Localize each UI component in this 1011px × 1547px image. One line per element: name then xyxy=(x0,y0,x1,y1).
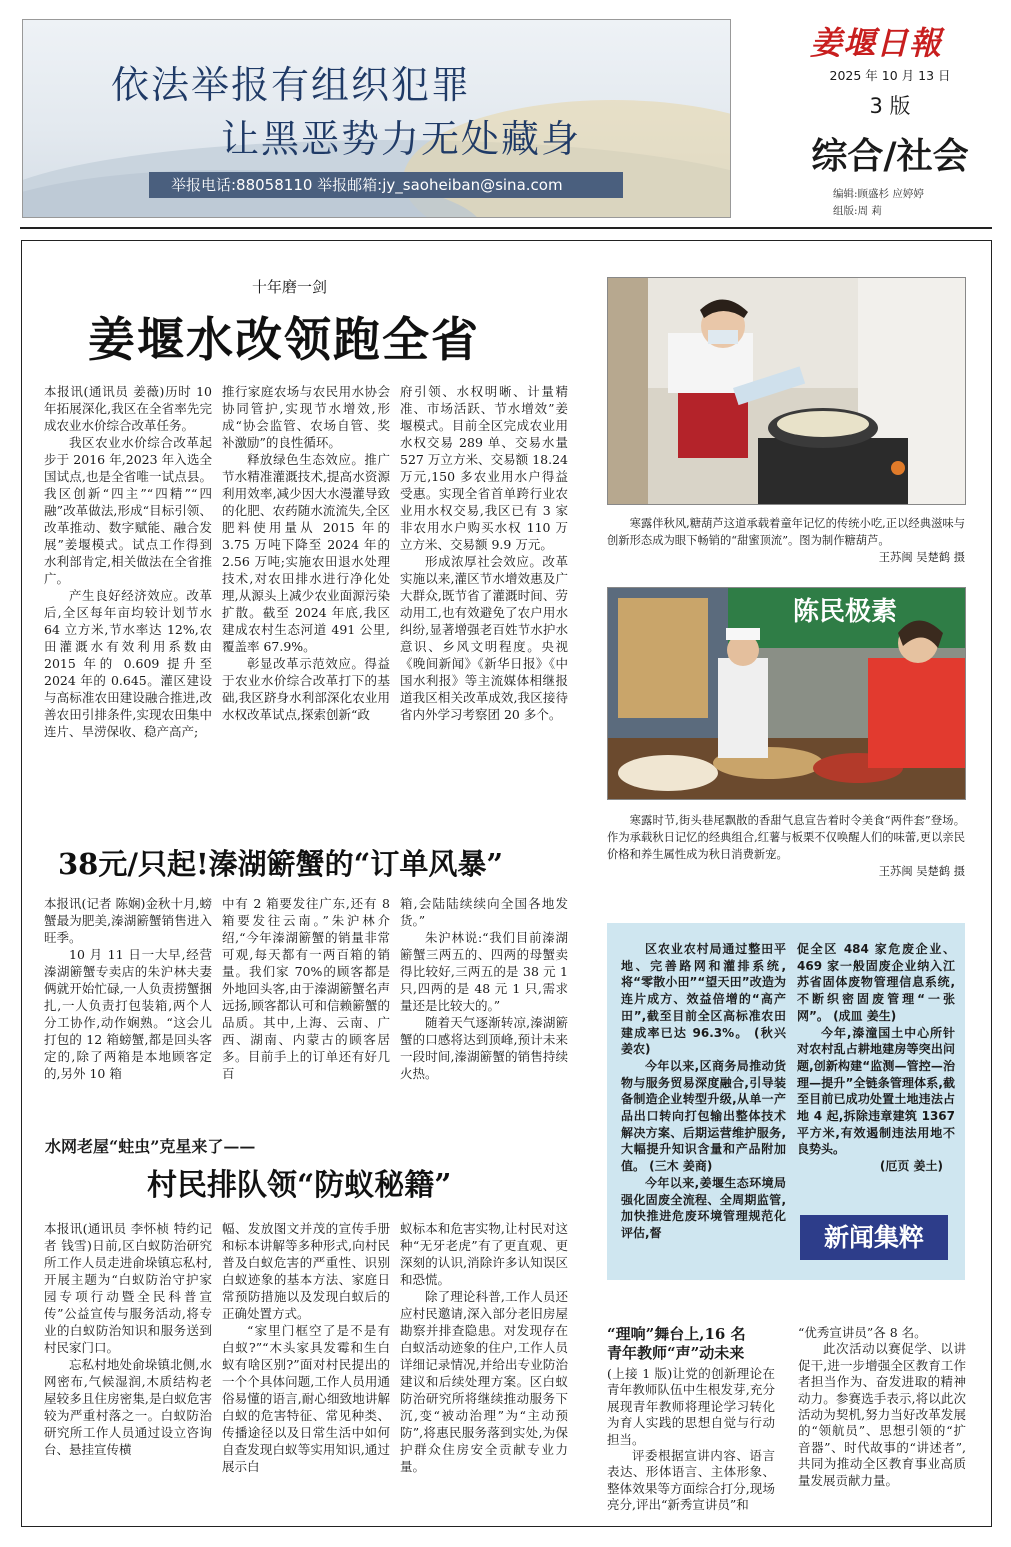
article3-headline: 村民排队领“防蚁秘籍” xyxy=(147,1168,452,1203)
news-digest-column-2 xyxy=(797,941,955,1211)
article2-column-1 xyxy=(44,895,212,1103)
banner-contact-bar: 举报电话:88058110 举报邮箱:jy_saoheiban@sina.com xyxy=(149,172,623,198)
news-item-credit: (厄页 姜土) xyxy=(879,1159,943,1174)
editor-credit: 编辑:顾盛杉 应婷婷 xyxy=(833,188,924,200)
paragraph: 本报讯(记者 陈娴)金秋十月,螃蟹最为肥美,溱湖簖蟹销售进入旺季。 xyxy=(44,896,212,945)
caption-text: 寒露伴秋风,糖葫芦这道承载着童年记忆的传统小吃,正以经典滋味与创新形态成为眼下畅销的“甜蜜顶流”。图为制作糖葫芦。 xyxy=(607,517,965,547)
photo2-caption xyxy=(607,812,965,880)
article1-column-1 xyxy=(44,383,212,794)
headline-line: “理响”舞台上,16 名 xyxy=(607,1325,746,1343)
headline-line: 青年教师“声”动未来 xyxy=(607,1344,745,1362)
issue-date: 2025 年 10 月 13 日 xyxy=(829,68,951,83)
anti-crime-banner xyxy=(22,19,731,218)
photo-chestnut-stall xyxy=(607,587,966,800)
paragraph: 除了理论科普,工作人员还应村民邀请,深入部分老旧房屋勘察并排查隐患。对发现存在白蚁活动迹象的住户,工作人员详细记录情况,并给出专业防治建议和后续处理方案。区白蚁防治研究所将继续推动服务下沉,变“被动治理”为“主动预防”,将惠民服务落到实处,为保护群众住房安全贡献专业力量。 xyxy=(400,1289,568,1474)
paragraph: 中有 2 箱要发往广东,还有 8 箱要发往云南。”朱沪林介绍,“今年溱湖簖蟹的销量非常可观,每天都有一两百箱的销量。我们家 70%的顾客都是外地回头客,由于溱湖簖蟹名声远扬,顾客都认可和信赖簖蟹的品质。其中,上海、云南、广西、湖南、内蒙古的顾客居多。目前手上的订单还有好几百 xyxy=(222,896,390,1081)
paragraph: 产生良好经济效应。改革后,全区每年亩均较计划节水 64 立方米,节水率达 12%,农田灌溉水有效利用系数由 2015 年的 0.609 提升至 2024 年的 0.645。灌区建设与高标准农田建设融合推进,改善农田引排条件,实现农田集中连片、旱涝保收、稳产高产; xyxy=(44,588,212,739)
photo-credit: 王苏闽 吴楚鹤 摄 xyxy=(878,865,965,878)
news-item: 区农业农村局通过整田平地、完善路网和灌排系统,将“零散小田”“望天田”改造为连片成方、效益倍增的“高产田”,截至目前全区高标准农田建成率已达 96.3%。 (秋兴 姜农) xyxy=(621,942,786,1057)
paragraph: 蚁标本和危害实物,让村民对这种“无牙老虎”有了更直观、更深刻的认识,消除许多认知误区和恐慌。 xyxy=(400,1221,568,1287)
article4-column-2 xyxy=(798,1325,966,1516)
article2-headline: 38元/只起!溱湖簖蟹的“订单风暴” xyxy=(58,847,504,881)
article2-column-3 xyxy=(400,895,568,1103)
article1-headline: 姜堰水改领跑全省 xyxy=(88,313,480,368)
paragraph: 评委根据宣讲内容、语言表达、形体语言、主体形象、整体效果等方面综合打分,现场亮分,评出“新秀宣讲员”和 xyxy=(607,1448,775,1513)
caption-text: 寒露时节,街头巷尾飘散的香甜气息宣告着时令美食“两件套”登场。作为承载秋日记忆的经典组合,红薯与板栗不仅唤醒人们的味蕾,更以亲民价格和养生属性成为秋日消费新宠。 xyxy=(607,814,965,861)
paragraph: “家里门框空了是不是有白蚁?”“木头家具发霉和生白蚁有啥区别?”面对村民提出的一个个具体问题,工作人员用通俗易懂的语言,耐心细致地讲解白蚁的危害特征、常见种类、传播途径以及日常生活中如何自查发现白蚁等实用知识,通过展示白 xyxy=(222,1323,390,1474)
paragraph: “优秀宣讲员”各 8 名。 xyxy=(798,1325,927,1340)
article3-column-2 xyxy=(222,1220,390,1516)
news-digest-column-1 xyxy=(621,941,786,1271)
paragraph: 形成浓厚社会效应。改革实施以来,灌区节水增效惠及广大群众,既节省了灌溉时间、劳动用工,也有效避免了农户用水纠纷,显著增强老百姓节水护水意识、乡风文明程度。央视《晚间新闻》《新华日报》《中国水利报》等主流媒体相继报道我区相关改革成效,我区接待省内外学习考察团 20 多个。 xyxy=(400,554,568,722)
banner-slogan-line2: 让黑恶势力无处藏身 xyxy=(221,117,582,161)
article3-column-1 xyxy=(44,1220,212,1516)
banner-slogan-line1: 依法举报有组织犯罪 xyxy=(111,63,472,107)
section-title: 综合/社会 xyxy=(811,135,969,177)
layout-credit: 组版:周 莉 xyxy=(833,205,882,217)
paragraph: (上接 1 版)让党的创新理论在青年教师队伍中生根发芽,充分展现青年教师将理论学习转化为育人实践的思想自觉与行动担当。 xyxy=(607,1366,775,1447)
paragraph: 推行家庭农场与农民用水协会协同管护,实现节水增效,形成“协会监管、农场自管、奖补激励”的良性循环。 xyxy=(222,384,390,450)
article4-column-1 xyxy=(607,1366,775,1516)
paragraph: 我区农业水价综合改革起步于 2016 年,2023 年入选全国试点,也是全省唯一试点县。我区创新“四主”“四精”“四融”改革做法,形成“目标引领、改革推动、数字赋能、融合发展”姜堰模式。试点工作得到水利部肯定,相关做法在全省推广。 xyxy=(44,435,212,586)
paragraph: 此次活动以赛促学、以讲促干,进一步增强全区教育工作者担当作为、奋发进取的精神动力。参赛选手表示,将以此次活动为契机,努力当好改革发展的“领航员”、思想引领的“扩音器”、时代故事的“讲述者”,共同为推动全区教育事业高质量发展贡献力量。 xyxy=(798,1341,966,1488)
paragraph: 彰显改革示范效应。得益于农业水价综合改革打下的基础,我区跻身水利部深化农业用水权改革试点,探索创新“政 xyxy=(222,656,390,722)
paragraph: 忘私村地处俞垛镇北侧,水网密布,气候湿润,木质结构老屋较多且住房密集,是白蚁危害较为严重村落之一。白蚁防治研究所工作人员通过设立咨询台、悬挂宣传横 xyxy=(44,1357,212,1457)
paragraph: 幅、发放图文并茂的宣传手册和标本讲解等多种形式,向村民普及白蚁危害的严重性、识别白蚁迹象的基本方法、家庭日常预防措施以及发现白蚁后的正确处置方式。 xyxy=(222,1221,390,1321)
news-item: 今年以来,姜堰生态环境局强化固废全流程、全周期监管,加快推进危废环境管理规范化评估,督 xyxy=(621,1175,786,1240)
photo1-caption xyxy=(607,515,965,566)
news-item: 今年,溱潼国土中心所针对农村乱占耕地建房等突出问题,创新构建“监测—管控—治理—提升”全链条管理体系,截至目前已成功处置土地违法占地 4 起,拆除违章建筑 1367 平方米,有效遏制违法用地不良势头。 xyxy=(797,1025,955,1157)
paragraph: 箱,会陆陆续续向全国各地发货。” xyxy=(400,896,568,928)
paragraph: 府引领、水权明晰、计量精准、市场活跃、节水增效”姜堰模式。目前全区完成农业用水权交易 289 单、交易水量 527 万立方米、交易额 18.24 万元,150 多农业用水户得益受惠。实现全省首单跨行业农业用水权交易,我区已有 3 家非农用水户购买水权 110 万立方米、交易额 9.9 万元。 xyxy=(400,384,568,552)
article1-column-2 xyxy=(222,383,390,794)
paragraph: 朱沪林说:“我们目前溱湖簖蟹三两五的、四两的母蟹卖得比较好,三两五的是 38 元 1 只,四两的是 48 元 1 只,需求量还是比较大的。” xyxy=(400,930,568,1013)
header-divider xyxy=(20,227,992,229)
photo-credit: 王苏闽 吴楚鹤 摄 xyxy=(878,551,965,564)
paragraph: 10 月 11 日一大早,经营溱湖簖蟹专卖店的朱沪林夫妻俩就开始忙碌,一人负责捞蟹捆扎,一人负责打包装箱,两个人分工协作,动作娴熟。“这会儿打包的 12 箱螃蟹,都是回头客定的,除了两箱是本地顾客定的,另外 10 箱 xyxy=(44,947,212,1081)
page-number: 3 版 xyxy=(869,94,911,118)
stall-sign: 陈民极素 xyxy=(793,597,898,627)
article1-column-3 xyxy=(400,383,568,794)
article2-column-2 xyxy=(222,895,390,1103)
article4-headline xyxy=(607,1325,746,1363)
news-item: 今年以来,区商务局推动货物与服务贸易深度融合,引导装备制造企业转型升级,从单一产品出口转向打包输出整体技术解决方案、后期运营维护服务,大幅提升知识含量和产品附加值。 (三木 姜商) xyxy=(621,1058,786,1174)
photo-tanghulu-making xyxy=(607,277,966,505)
article3-kicker: 水网老屋“蛀虫”克星来了—— xyxy=(45,1137,256,1156)
news-item: 促全区 484 家危废企业、469 家一般固废企业纳入江苏省固体废物管理信息系统,不断织密固废管理“一张网”。 (成皿 姜生) xyxy=(797,942,955,1023)
article1-kicker: 十年磨一剑 xyxy=(252,278,328,296)
news-digest-title: 新闻集粹 xyxy=(800,1215,948,1260)
paragraph: 本报讯(通讯员 李怀桢 特约记者 钱雪)日前,区白蚁防治研究所工作人员走进俞垛镇忘私村,开展主题为“白蚁防治守护家园专项行动暨全民科普宣传”公益宣传与服务活动,将专业的白蚁防治知识和服务送到村民家门口。 xyxy=(44,1221,212,1355)
paragraph: 随着天气逐渐转凉,溱湖簖蟹的口感将达到顶峰,预计未来一段时间,溱湖簖蟹的销售持续火热。 xyxy=(400,1015,568,1081)
newspaper-logo: 姜堰日報 xyxy=(810,24,943,62)
paragraph: 本报讯(通讯员 姜薇)历时 10 年拓展深化,我区在全省率先完成农业水价综合改革任务。 xyxy=(44,384,212,433)
article3-column-3 xyxy=(400,1220,568,1516)
paragraph: 释放绿色生态效应。推广节水精准灌溉技术,提高水资源利用效率,减少因大水漫灌导致的化肥、农药随水流流失,全区肥料使用量从 2015 年的 3.75 万吨下降至 2024 年的 2.56 万吨;实施农田退水处理技术,对农田排水进行净化处理,从源头上减少农业面源污染扩散。截至 2024 年底,我区建成农村生态河道 491 公里,覆盖率 67.9%。 xyxy=(222,452,390,654)
